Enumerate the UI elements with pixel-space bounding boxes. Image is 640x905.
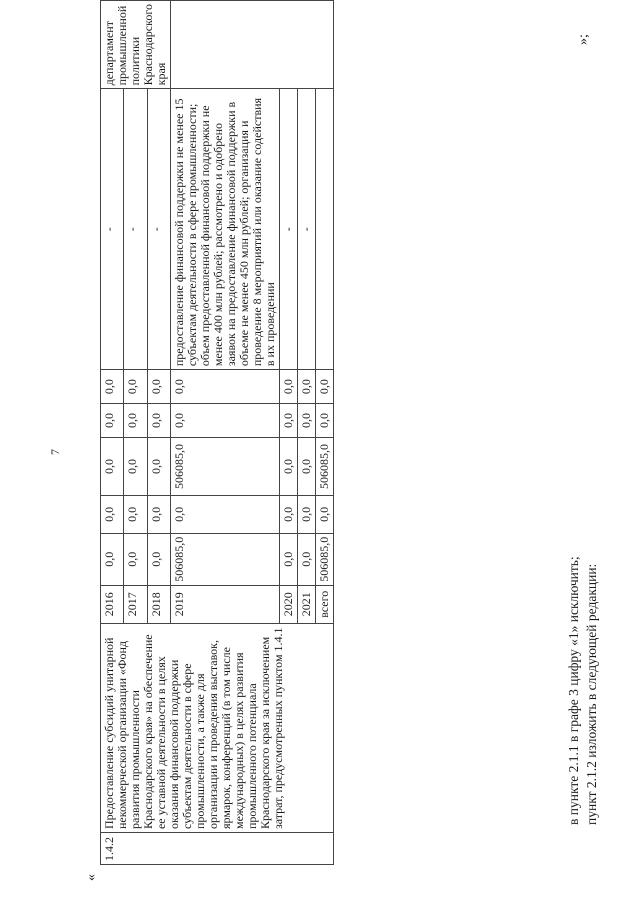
- value-cell: 0,0: [101, 495, 124, 533]
- value-cell: 0,0: [124, 437, 147, 495]
- value-cell: 0,0: [280, 404, 298, 438]
- value-cell: 0,0: [101, 370, 124, 404]
- value-cell: 0,0: [316, 370, 334, 404]
- year-cell: 2016: [101, 585, 124, 623]
- table-row: [101, 1, 124, 865]
- value-cell: 0,0: [280, 495, 298, 533]
- year-cell: 2021: [298, 585, 316, 623]
- value-cell: 506085,0: [171, 437, 280, 495]
- opening-quote: «: [84, 874, 99, 881]
- result-cell: -: [101, 89, 124, 370]
- value-cell: 0,0: [280, 437, 298, 495]
- amendment-paragraph-2: пункт 2.1.2 изложить в следующей редакции:: [584, 563, 599, 825]
- value-cell: 0,0: [316, 495, 334, 533]
- value-cell: 0,0: [298, 533, 316, 585]
- year-cell: 2017: [124, 585, 147, 623]
- value-cell: 0,0: [124, 533, 147, 585]
- value-cell: 0,0: [171, 495, 280, 533]
- value-cell: 0,0: [147, 533, 170, 585]
- result-cell: -: [147, 89, 170, 370]
- value-cell: 0,0: [171, 370, 280, 404]
- value-cell: 0,0: [147, 495, 170, 533]
- value-cell: 0,0: [298, 437, 316, 495]
- value-cell: 0,0: [101, 404, 124, 438]
- item-code: 1.4.2: [101, 833, 334, 865]
- result-cell: -: [298, 89, 316, 370]
- value-cell: 0,0: [124, 370, 147, 404]
- year-cell: 2020: [280, 585, 298, 623]
- value-cell: 0,0: [147, 404, 170, 438]
- result-cell: [316, 89, 334, 370]
- year-cell: всего: [316, 585, 334, 623]
- result-cell: -: [280, 89, 298, 370]
- value-cell: 0,0: [298, 495, 316, 533]
- value-cell: 0,0: [298, 370, 316, 404]
- executor-cell: департамент промышленной политики Краснодарского края: [101, 1, 171, 89]
- result-cell: -: [124, 89, 147, 370]
- value-cell: 0,0: [147, 370, 170, 404]
- executor-empty-cell: [171, 1, 334, 89]
- value-cell: 506085,0: [171, 533, 280, 585]
- value-cell: 506085,0: [316, 437, 334, 495]
- value-cell: 0,0: [147, 437, 170, 495]
- closing-quote: »;: [576, 34, 591, 45]
- value-cell: 0,0: [101, 533, 124, 585]
- value-cell: 0,0: [298, 404, 316, 438]
- amendment-paragraph-1: в пункте 2.1.1 в графе 3 цифру «1» исключить;: [566, 556, 581, 825]
- year-cell: 2019: [171, 585, 280, 623]
- result-cell: предоставление финансовой поддержки не менее 15 субъектам деятельности в сфере промышленности; объем предоставленной финансовой поддержки не менее 400 млн рублей; рассмотрено и одобрено заявок на предоставление финансовой поддержки в объеме не менее 450 млн рублей; организация и проведение 8 мероприятий или оказание содействия в их проведении: [171, 89, 280, 370]
- value-cell: 0,0: [171, 404, 280, 438]
- value-cell: 506085,0: [316, 533, 334, 585]
- value-cell: 0,0: [280, 370, 298, 404]
- value-cell: 0,0: [316, 404, 334, 438]
- year-cell: 2018: [147, 585, 170, 623]
- value-cell: 0,0: [101, 437, 124, 495]
- item-description: Предоставление субсидий унитарной некоммерческой организации «Фонд развития промышленности Краснодарского края» на обеспечение ее уставной деятельности в целях оказания финансовой поддержки субъектам деятельности в сфере промышленности, а также для организации и проведения выставок, ярмарок, конференций (в том числе международных) в целях развития промышленного потенциала Краснодарского края за исключением затрат, предусмотренных пунктом 1.4.1: [101, 623, 334, 832]
- page-number: 7: [48, 449, 62, 455]
- program-table: [100, 0, 334, 865]
- value-cell: 0,0: [280, 533, 298, 585]
- value-cell: 0,0: [124, 404, 147, 438]
- value-cell: 0,0: [124, 495, 147, 533]
